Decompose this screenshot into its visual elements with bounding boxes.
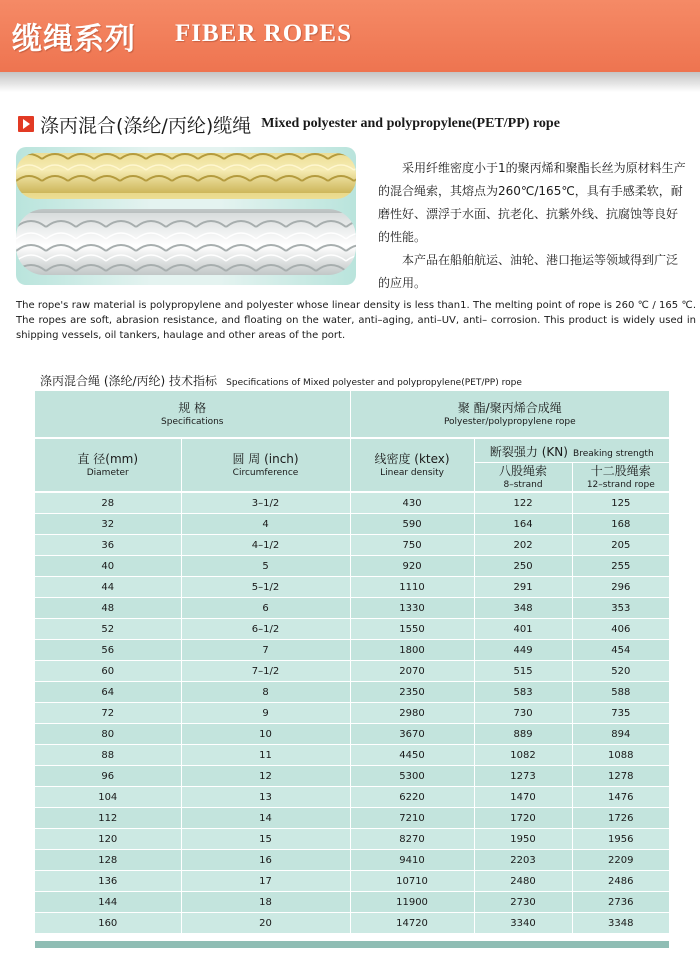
table-row	[35, 850, 669, 871]
strand8-header-cn: 八股绳索	[499, 463, 548, 478]
circumference-cell: 13	[181, 787, 350, 808]
strand8-strength-cell: 2730	[474, 892, 572, 913]
rope-group-header-en: Polyester/polypropylene rope	[443, 417, 576, 427]
table-row	[35, 535, 669, 556]
strand12-strength-cell: 3348	[572, 913, 669, 934]
strand8-strength-cell: 348	[474, 598, 572, 619]
table-row	[35, 724, 669, 745]
diameter-cell: 60	[35, 661, 181, 682]
diameter-cell: 44	[35, 577, 181, 598]
circumference-cell: 7	[181, 640, 350, 661]
strand8-strength-cell: 250	[474, 556, 572, 577]
diameter-cell: 72	[35, 703, 181, 724]
diameter-cell: 56	[35, 640, 181, 661]
strand12-strength-cell: 168	[572, 514, 669, 535]
circumference-cell: 7–1/2	[181, 661, 350, 682]
circumference-header-cn: 圆 周 (inch)	[232, 452, 299, 466]
density-cell: 1330	[350, 598, 474, 619]
diameter-cell: 28	[35, 492, 181, 514]
description-en: The rope's raw material is polypropylene and polyester whose linear density is less than1. The melting point of rope is 260 ℃ / 165 ℃. The ropes are soft, abrasion resistance, and floating on the water, anti–aging, anti–UV, anti– corrosion. This product is widely used in shipping vessels, oil tankers, haulage and other areas of the port.	[16, 300, 696, 341]
diameter-cell: 52	[35, 619, 181, 640]
rope-group-header	[350, 391, 669, 438]
strand12-strength-cell: 296	[572, 577, 669, 598]
rope-group-header-cn: 聚 酯/聚丙烯合成绳	[457, 401, 562, 415]
table-row	[35, 682, 669, 703]
table-footer-bar	[35, 941, 669, 948]
density-cell: 2350	[350, 682, 474, 703]
diameter-cell: 112	[35, 808, 181, 829]
circumference-cell: 10	[181, 724, 350, 745]
strand8-strength-cell: 583	[474, 682, 572, 703]
circumference-cell: 5–1/2	[181, 577, 350, 598]
diameter-cell: 128	[35, 850, 181, 871]
circumference-cell: 4–1/2	[181, 535, 350, 556]
description-cn-paragraph: 本产品在船舶航运、油轮、港口拖运等领域得到广泛的应用。	[378, 253, 679, 290]
play-icon	[18, 116, 34, 132]
circumference-cell: 11	[181, 745, 350, 766]
table-title-cn: 涤丙混合绳 (涤纶/丙纶) 技术指标	[40, 374, 218, 388]
strand12-strength-cell: 1278	[572, 766, 669, 787]
strand8-strength-cell: 2480	[474, 871, 572, 892]
density-cell: 14720	[350, 913, 474, 934]
strand12-strength-cell: 125	[572, 492, 669, 514]
strand8-strength-cell: 449	[474, 640, 572, 661]
table-row	[35, 640, 669, 661]
strand12-strength-cell: 520	[572, 661, 669, 682]
strand8-strength-cell: 2203	[474, 850, 572, 871]
density-cell: 430	[350, 492, 474, 514]
table-row	[35, 766, 669, 787]
strand8-strength-cell: 3340	[474, 913, 572, 934]
circumference-cell: 8	[181, 682, 350, 703]
strand8-strength-cell: 1950	[474, 829, 572, 850]
diameter-cell: 48	[35, 598, 181, 619]
strand8-strength-cell: 401	[474, 619, 572, 640]
table-row	[35, 598, 669, 619]
circumference-cell: 14	[181, 808, 350, 829]
table-row	[35, 703, 669, 724]
description-cn	[378, 157, 688, 295]
strand12-strength-cell: 2736	[572, 892, 669, 913]
strand8-strength-cell: 291	[474, 577, 572, 598]
breaking-strength-header-en: Breaking strength	[573, 448, 654, 459]
table-row	[35, 871, 669, 892]
strand8-header	[474, 462, 572, 492]
density-cell: 1800	[350, 640, 474, 661]
table-row	[35, 745, 669, 766]
circumference-cell: 4	[181, 514, 350, 535]
diameter-cell: 160	[35, 913, 181, 934]
circumference-cell: 6	[181, 598, 350, 619]
density-cell: 2070	[350, 661, 474, 682]
density-header-cn: 线密度 (ktex)	[374, 452, 450, 466]
density-cell: 4450	[350, 745, 474, 766]
strand12-strength-cell: 2209	[572, 850, 669, 871]
strand12-strength-cell: 1956	[572, 829, 669, 850]
density-cell: 2980	[350, 703, 474, 724]
strand12-strength-cell: 1088	[572, 745, 669, 766]
rope-illustration	[16, 147, 356, 285]
strand12-strength-cell: 353	[572, 598, 669, 619]
circumference-header	[181, 438, 350, 492]
strand8-strength-cell: 889	[474, 724, 572, 745]
strand12-strength-cell: 588	[572, 682, 669, 703]
density-cell: 7210	[350, 808, 474, 829]
density-cell: 920	[350, 556, 474, 577]
diameter-cell: 104	[35, 787, 181, 808]
density-header	[350, 438, 474, 492]
spec-table-body	[35, 492, 669, 934]
circumference-cell: 3–1/2	[181, 492, 350, 514]
strand12-strength-cell: 1476	[572, 787, 669, 808]
circumference-cell: 15	[181, 829, 350, 850]
table-row	[35, 556, 669, 577]
strand12-strength-cell: 406	[572, 619, 669, 640]
description-cn-paragraph: 采用纤维密度小于1的聚丙烯和聚酯长丝为原材料生产的混合绳索，其熔点为260℃/165℃，具有手感柔软，耐磨性好、漂浮于水面、抗老化、抗紫外线、抗腐蚀等良好的性能。	[378, 161, 686, 244]
density-cell: 11900	[350, 892, 474, 913]
table-title	[40, 370, 522, 389]
table-row	[35, 492, 669, 514]
density-cell: 750	[350, 535, 474, 556]
strand12-strength-cell: 454	[572, 640, 669, 661]
diameter-cell: 32	[35, 514, 181, 535]
diameter-cell: 88	[35, 745, 181, 766]
strand8-header-en: 8–strand	[503, 479, 543, 490]
density-header-en: Linear density	[380, 468, 444, 478]
strand8-strength-cell: 730	[474, 703, 572, 724]
diameter-cell: 136	[35, 871, 181, 892]
strand12-header	[572, 462, 669, 492]
circumference-header-en: Circumference	[232, 468, 299, 478]
breaking-strength-header	[474, 438, 669, 462]
strand8-strength-cell: 1082	[474, 745, 572, 766]
diameter-cell: 120	[35, 829, 181, 850]
section-title-cn: 涤丙混合(涤纶/丙纶)缆绳	[40, 114, 252, 137]
section-title-en: Mixed polyester and polypropylene(PET/PP) rope	[261, 116, 560, 131]
strand12-strength-cell: 2486	[572, 871, 669, 892]
strand12-header-en: 12–strand rope	[586, 479, 655, 490]
circumference-cell: 12	[181, 766, 350, 787]
density-cell: 5300	[350, 766, 474, 787]
strand8-strength-cell: 122	[474, 492, 572, 514]
diameter-cell: 64	[35, 682, 181, 703]
circumference-cell: 18	[181, 892, 350, 913]
strand12-header-cn: 十二股绳索	[590, 463, 651, 478]
diameter-cell: 40	[35, 556, 181, 577]
diameter-cell: 80	[35, 724, 181, 745]
diameter-header-en: Diameter	[86, 468, 129, 478]
breaking-strength-header-cn: 断裂强力 (KN)	[489, 444, 568, 459]
density-cell: 8270	[350, 829, 474, 850]
spec-header	[35, 391, 350, 438]
density-cell: 6220	[350, 787, 474, 808]
banner-shadow-band	[0, 72, 700, 92]
spec-header-cn: 规 格	[178, 401, 207, 415]
density-cell: 9410	[350, 850, 474, 871]
density-cell: 10710	[350, 871, 474, 892]
table-row	[35, 787, 669, 808]
circumference-cell: 9	[181, 703, 350, 724]
spec-table	[35, 391, 669, 934]
banner-title-en: FIBER ROPES	[175, 20, 353, 47]
diameter-header	[35, 438, 181, 492]
strand8-strength-cell: 1273	[474, 766, 572, 787]
banner-title-cn: 缆绳系列	[12, 22, 136, 57]
density-cell: 590	[350, 514, 474, 535]
table-row	[35, 514, 669, 535]
table-row	[35, 619, 669, 640]
table-title-en: Specifications of Mixed polyester and polypropylene(PET/PP) rope	[226, 378, 522, 388]
table-row	[35, 892, 669, 913]
circumference-cell: 17	[181, 871, 350, 892]
circumference-cell: 16	[181, 850, 350, 871]
strand8-strength-cell: 515	[474, 661, 572, 682]
section-heading	[18, 112, 560, 136]
circumference-cell: 6–1/2	[181, 619, 350, 640]
density-cell: 1110	[350, 577, 474, 598]
density-cell: 3670	[350, 724, 474, 745]
table-row	[35, 661, 669, 682]
table-row	[35, 577, 669, 598]
density-cell: 1550	[350, 619, 474, 640]
spec-header-en: Specifications	[161, 417, 224, 427]
circumference-cell: 20	[181, 913, 350, 934]
strand8-strength-cell: 164	[474, 514, 572, 535]
diameter-cell: 36	[35, 535, 181, 556]
diameter-cell: 96	[35, 766, 181, 787]
strand12-strength-cell: 894	[572, 724, 669, 745]
diameter-cell: 144	[35, 892, 181, 913]
page-banner	[0, 0, 700, 72]
table-row	[35, 829, 669, 850]
strand12-strength-cell: 255	[572, 556, 669, 577]
diameter-header-cn: 直 径(mm)	[77, 452, 139, 466]
rope-photo	[16, 147, 356, 285]
strand8-strength-cell: 1470	[474, 787, 572, 808]
strand12-strength-cell: 1726	[572, 808, 669, 829]
table-row	[35, 808, 669, 829]
table-row	[35, 913, 669, 934]
circumference-cell: 5	[181, 556, 350, 577]
strand12-strength-cell: 205	[572, 535, 669, 556]
strand8-strength-cell: 1720	[474, 808, 572, 829]
strand8-strength-cell: 202	[474, 535, 572, 556]
strand12-strength-cell: 735	[572, 703, 669, 724]
